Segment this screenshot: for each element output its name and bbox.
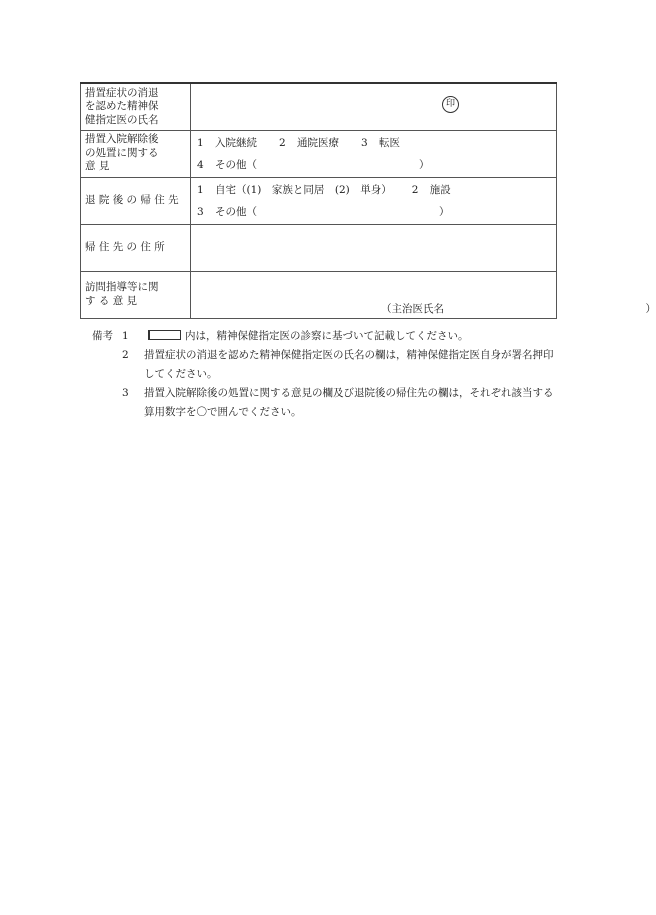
label-char: 院: [98, 193, 110, 206]
remark-item: [92, 384, 562, 422]
label-line: 措置入院解除後: [85, 133, 159, 146]
option-other: その他（: [215, 158, 257, 171]
label-char: す: [85, 294, 96, 307]
label-char: 先: [112, 240, 124, 253]
return-destination-options: [191, 177, 557, 224]
signature-close: ）: [645, 302, 656, 315]
option-other: その他（: [215, 205, 257, 218]
label-char: る: [98, 294, 110, 307]
discharge-form-table: [80, 82, 656, 319]
option-continue-hospitalization: 入院継続: [215, 136, 257, 149]
seal-mark: 印: [442, 96, 459, 113]
label-line: 訪問指導等に関: [85, 281, 159, 293]
label-post-discharge-opinion: [81, 130, 191, 177]
option-number[interactable]: 1: [197, 136, 204, 149]
label-designated-physician: [81, 83, 191, 130]
remark-text: [144, 327, 562, 346]
remarks-section: [92, 327, 562, 422]
label-char: の: [126, 193, 138, 206]
label-return-destination: [81, 177, 191, 224]
label-char: 帰: [140, 193, 151, 206]
label-line: [85, 160, 186, 174]
remark-text: 措置症状の消退を認めた精神保健指定医の氏名の欄は，精神保健指定医自身が署名押印してください。: [144, 349, 554, 380]
label-char: の: [126, 240, 138, 253]
option-number[interactable]: 3: [361, 136, 368, 149]
signature-label: （主治医氏名: [381, 302, 444, 315]
label-char: 意: [112, 294, 124, 307]
label-line: の処置に関する: [85, 146, 159, 159]
attending-physician-signature: [381, 302, 656, 316]
label-char: 見: [98, 160, 110, 173]
label-line: [85, 241, 186, 255]
option-number[interactable]: 2: [411, 183, 419, 196]
label-line: を認めた精神保: [85, 100, 159, 112]
label-visit-guidance-opinion: [81, 271, 191, 318]
label-char: 退: [85, 193, 96, 206]
row-designated-physician: [81, 83, 557, 130]
label-char: 住: [154, 193, 165, 206]
option-other-close: ）: [439, 205, 450, 218]
label-char: 後: [112, 193, 124, 206]
label-char: 住: [140, 240, 151, 253]
row-visit-guidance-opinion: [81, 271, 557, 318]
option-number[interactable]: 3: [197, 205, 204, 218]
option-transfer: 転医: [379, 136, 400, 149]
row-return-address: [81, 224, 557, 271]
label-line: 措置症状の消退: [85, 86, 159, 99]
options-line-2: [197, 154, 550, 176]
row-post-discharge-opinion: [81, 130, 557, 177]
label-line: 健指定医の氏名: [85, 113, 159, 126]
options-line-1: [197, 179, 550, 201]
row-return-destination: [81, 177, 557, 224]
remark-item: [92, 346, 562, 384]
options-line-1: [197, 132, 550, 154]
label-char: 住: [98, 240, 110, 253]
options-line-2: [197, 201, 550, 223]
option-number[interactable]: 2: [279, 136, 286, 149]
label-line: [85, 295, 186, 309]
option-facility: 施設: [429, 183, 451, 196]
label-return-address: [81, 224, 191, 271]
remark-number: 2: [122, 349, 129, 361]
visit-guidance-opinion-field[interactable]: [191, 271, 656, 318]
option-home: 自宅（(1) 家族と同居 (2) 単身）: [215, 183, 392, 196]
option-number[interactable]: 4: [197, 158, 204, 171]
other-input-blank[interactable]: [257, 154, 419, 176]
label-char: 見: [126, 294, 138, 307]
option-outpatient-care: 通院医療: [297, 136, 339, 149]
post-discharge-options: [191, 130, 557, 177]
label-char: 帰: [85, 240, 96, 253]
remark-text-content: 内は，精神保健指定医の診察に基づいて記載してください。: [185, 330, 469, 342]
remark-number: 1: [122, 330, 129, 342]
remarks-heading: 備考: [92, 330, 113, 342]
label-char: 所: [154, 240, 165, 253]
physician-name-field[interactable]: [191, 83, 557, 130]
label-char: 先: [168, 193, 179, 206]
other-input-blank[interactable]: [257, 201, 439, 223]
return-address-field[interactable]: [191, 224, 557, 271]
option-other-close: ）: [419, 158, 430, 171]
box-frame-icon: [148, 330, 181, 340]
label-line: [85, 194, 186, 208]
remark-item: [92, 327, 562, 346]
label-char: 意: [85, 160, 96, 173]
remark-number: 3: [122, 387, 129, 399]
option-number[interactable]: 1: [197, 183, 204, 196]
remark-text: 措置入院解除後の処置に関する意見の欄及び退院後の帰住先の欄は，それぞれ該当する算用数字を〇で囲んでください。: [144, 387, 554, 418]
